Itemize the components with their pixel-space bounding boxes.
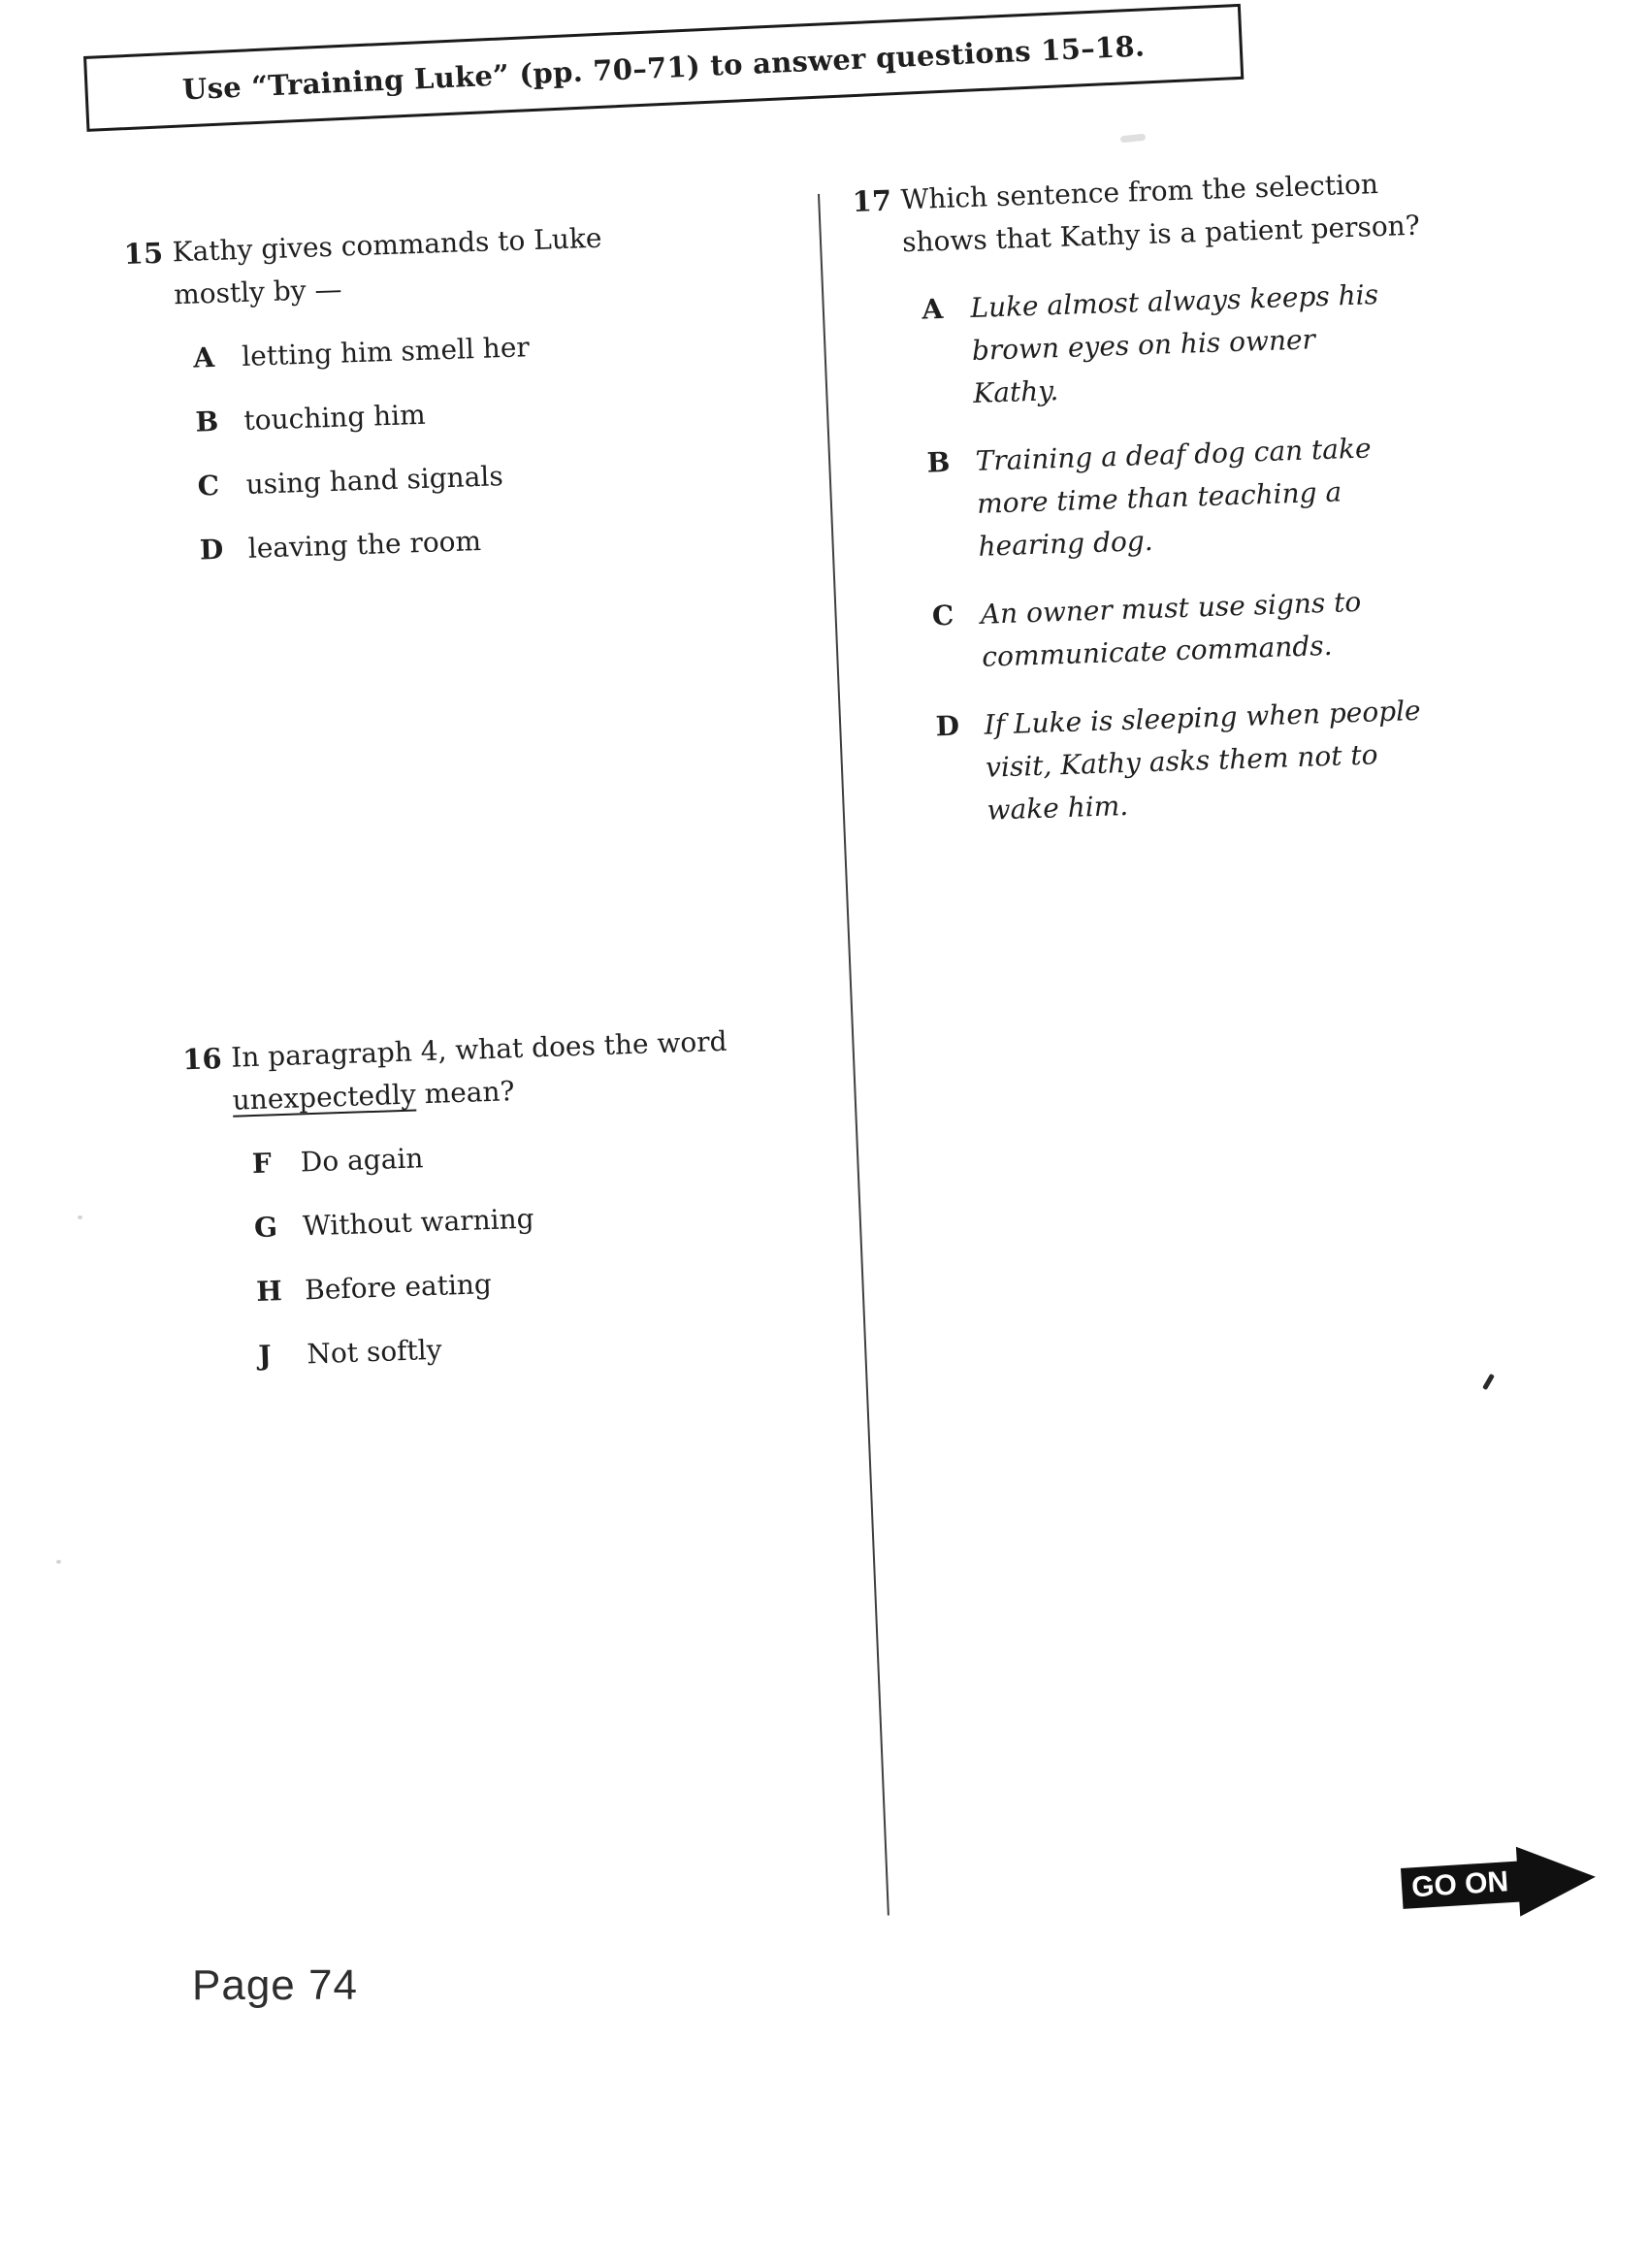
underlined-word: unexpectedly: [232, 1078, 417, 1117]
go-on-marker: [1401, 1862, 1521, 1909]
option-text: Do again: [300, 1142, 424, 1179]
question-15-options: [193, 319, 756, 572]
option-text: leaving the room: [247, 524, 482, 565]
option-text: An owner must use signs to communicate commands.: [980, 585, 1362, 673]
option-17-a: [922, 272, 1441, 417]
option-letter: B: [926, 445, 951, 479]
question-16-stem-row: [182, 1018, 816, 1124]
option-letter: G: [253, 1211, 278, 1245]
option-16-g: [253, 1188, 819, 1249]
option-17-b: [926, 425, 1446, 570]
instruction-text: Use “Training Luke” (pp. 70–71) to answer questions 15–18.: [181, 29, 1147, 107]
question-17-number: 17: [852, 183, 892, 218]
option-letter: J: [257, 1339, 273, 1373]
scan-artifact: [56, 1560, 61, 1564]
option-letter: F: [251, 1147, 273, 1181]
option-letter: C: [197, 469, 220, 502]
option-16-j: [258, 1316, 824, 1377]
option-15-a: [193, 319, 749, 380]
option-letter: A: [192, 340, 215, 374]
option-text: letting him smell her: [241, 331, 531, 373]
stem-text: mean?: [424, 1075, 515, 1111]
question-17-stem: Which sentence from the selection shows that Kathy is a patient person?: [900, 168, 1421, 259]
question-16-stem: [231, 1018, 816, 1122]
option-17-d: [935, 689, 1455, 834]
instruction-box: [83, 4, 1244, 132]
option-15-d: [199, 511, 755, 572]
question-16-options: [251, 1124, 824, 1377]
question-15-stem: Kathy gives commands to Luke mostly by —: [172, 221, 602, 311]
question-15: [123, 212, 755, 574]
question-16-number: 16: [181, 1042, 223, 1077]
option-16-f: [251, 1124, 817, 1185]
question-15-stem-row: [123, 212, 747, 318]
option-15-c: [197, 447, 753, 508]
left-column: [123, 212, 786, 1512]
scan-artifact: [1482, 1374, 1495, 1390]
option-text: touching him: [242, 398, 427, 437]
option-letter: C: [931, 599, 954, 632]
question-17: [852, 161, 1455, 836]
option-letter: D: [935, 709, 960, 743]
option-text: Not softly: [306, 1333, 443, 1371]
option-letter: B: [194, 405, 219, 438]
option-letter: H: [255, 1275, 283, 1309]
scan-artifact: [1120, 134, 1147, 144]
go-on-label: GO ON: [1401, 1862, 1521, 1909]
option-text: using hand signals: [245, 460, 504, 501]
question-15-number: 15: [123, 236, 164, 271]
option-text: If Luke is sleeping when people visit, Kathy asks them not to wake him.: [984, 694, 1422, 826]
page-number: Page 74: [192, 1961, 358, 2009]
right-column: [852, 161, 1456, 861]
scan-artifact: [78, 1215, 82, 1219]
question-17-options: [922, 272, 1455, 833]
option-letter: A: [921, 292, 944, 326]
question-16: [182, 1018, 824, 1401]
option-17-c: [931, 578, 1450, 681]
stem-text: In paragraph 4, what does the word: [230, 1024, 728, 1074]
option-16-h: [256, 1252, 822, 1313]
arrow-right-icon: [1516, 1842, 1598, 1917]
option-text: Without warning: [302, 1202, 535, 1243]
option-text: Before eating: [304, 1268, 493, 1307]
option-text: Training a deaf dog can take more time than teaching a hearing dog.: [975, 432, 1372, 563]
question-17-stem-row: [852, 161, 1437, 266]
option-text: Luke almost always keeps his brown eyes on his owner Kathy.: [969, 278, 1379, 409]
option-15-b: [195, 383, 751, 444]
option-letter: D: [199, 533, 224, 567]
